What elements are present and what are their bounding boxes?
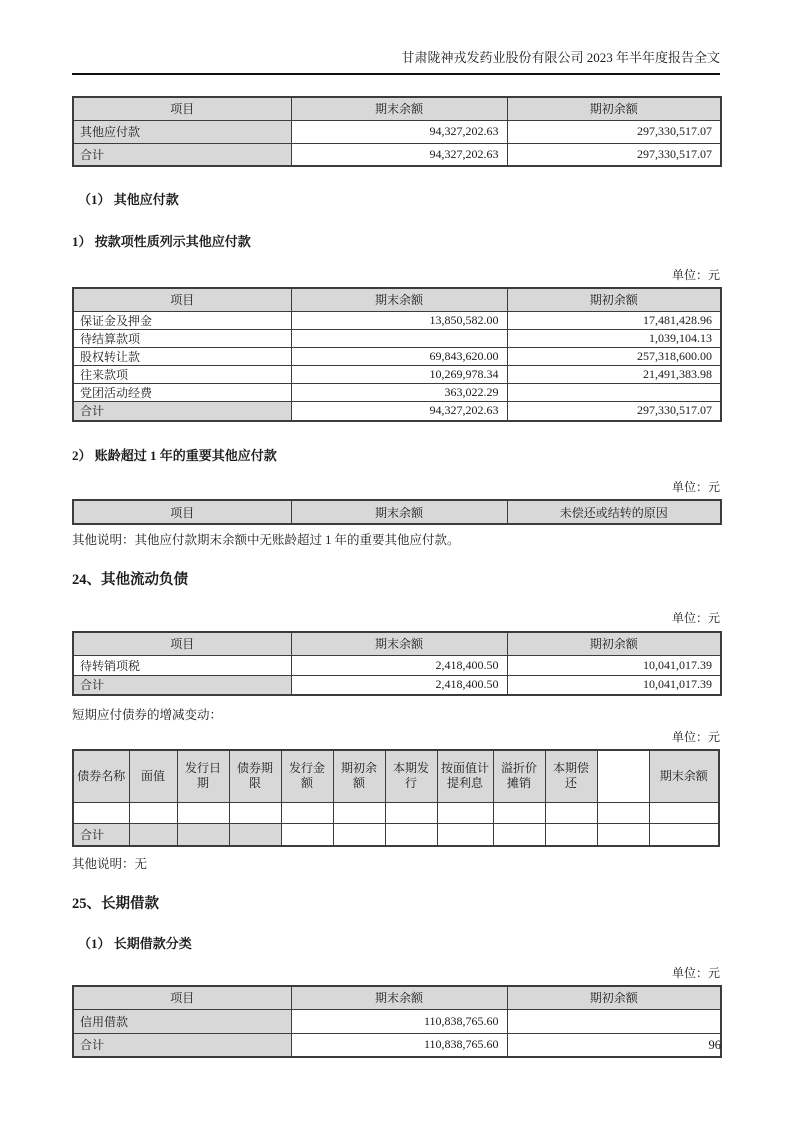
empty-cell [545,802,597,823]
beginning-balance-cell [507,1009,721,1033]
beginning-balance-cell [507,1033,721,1057]
row-label: 合计 [73,401,291,421]
beginning-balance-cell: 10,041,017.39 [507,675,721,695]
empty-cell [177,802,229,823]
empty-cell [385,802,437,823]
total-cell [129,823,177,846]
column-header-beginning-balance: 期初余额 [333,750,385,802]
column-header-issue-date: 发行日期 [177,750,229,802]
row-label: 合计 [73,823,129,846]
empty-cell [281,802,333,823]
column-header-beginning-balance: 期初余额 [507,632,721,655]
table-header-row [73,288,721,311]
row-label: 往来款项 [73,365,291,383]
column-header-reason: 未偿还或结转的原因 [507,500,721,524]
table-row-total [73,401,721,421]
beginning-balance-cell [507,383,721,401]
empty-cell [597,802,649,823]
report-header-title: 甘肃陇神戎发药业股份有限公司 2023 年半年度报告全文 [72,0,720,75]
aging-note-text: 其他说明：其他应付款期末余额中无账龄超过 1 年的重要其他应付款。 [72,533,460,547]
ending-balance-cell: 363,022.29 [291,383,507,401]
table-row [73,329,721,347]
heading-by-nature: 1） 按款项性质列示其他应付款 [72,234,251,249]
empty-cell [73,802,129,823]
table-row [73,655,721,675]
beginning-balance-cell: 1,039,104.13 [507,329,721,347]
column-header-bond-term: 债券期限 [229,750,281,802]
table-row-empty [73,802,719,823]
column-header-beginning-balance: 期初余额 [507,97,721,120]
unit-label: 单位：元 [671,611,720,625]
table-header-row [73,986,721,1009]
row-label: 股权转让款 [73,347,291,365]
unit-label: 单位：元 [671,480,720,494]
column-header-ending-balance: 期末余额 [291,986,507,1009]
total-cell [385,823,437,846]
ending-balance-cell: 69,843,620.00 [291,347,507,365]
beginning-balance-cell: 297,330,517.07 [507,401,721,421]
other-current-liabilities-table [72,631,722,696]
heading-other-current-liabilities: 24、其他流动负债 [72,572,188,588]
row-label: 待结算款项 [73,329,291,347]
table-row [73,1009,721,1033]
total-cell [493,823,545,846]
ending-balance-cell: 2,418,400.50 [291,675,507,695]
column-header-current-repayment: 本期偿还 [545,750,597,802]
column-header-item: 项目 [73,632,291,655]
table-header-row [73,500,721,524]
ending-balance-cell: 110,838,765.60 [291,1033,507,1057]
total-cell [597,823,649,846]
table-row-total [73,1033,721,1057]
page-content [72,0,720,1058]
bond-change-label: 短期应付债券的增减变动： [72,708,223,722]
total-cell [177,823,229,846]
column-header-ending-balance: 期末余额 [291,632,507,655]
row-label: 保证金及押金 [73,311,291,329]
table-header-row [73,632,721,655]
aging-table [72,499,722,525]
total-cell [437,823,493,846]
ending-balance-cell: 13,850,582.00 [291,311,507,329]
row-label: 待转销项税 [73,655,291,675]
total-cell [545,823,597,846]
column-header-beginning-balance: 期初余额 [507,986,721,1009]
table-row-total [73,143,721,166]
table-row-total [73,675,721,695]
column-header-ending-balance: 期末余额 [291,500,507,524]
column-header-face-value: 面值 [129,750,177,802]
bond-change-table [72,749,720,847]
column-header-blank [597,750,649,802]
ending-balance-cell [291,329,507,347]
column-header-item: 项目 [73,97,291,120]
table-row [73,120,721,143]
beginning-balance-cell: 10,041,017.39 [507,655,721,675]
beginning-balance-cell: 297,330,517.07 [507,143,721,166]
ending-balance-cell: 110,838,765.60 [291,1009,507,1033]
column-header-issue-amount: 发行金额 [281,750,333,802]
total-cell [281,823,333,846]
row-label: 合计 [73,675,291,695]
beginning-balance-cell: 17,481,428.96 [507,311,721,329]
total-cell [333,823,385,846]
page-number: 96 [708,1038,721,1052]
heading-loan-classification: （1） 长期借款分类 [78,936,192,951]
beginning-balance-cell: 257,318,600.00 [507,347,721,365]
ending-balance-cell: 2,418,400.50 [291,655,507,675]
row-label: 其他应付款 [73,120,291,143]
beginning-balance-cell: 21,491,383.98 [507,365,721,383]
ending-balance-cell: 94,327,202.63 [291,120,507,143]
column-header-current-issue: 本期发行 [385,750,437,802]
table-header-row [73,97,721,120]
table-row [73,383,721,401]
heading-other-payables: （1） 其他应付款 [78,192,179,207]
ending-balance-cell: 10,269,978.34 [291,365,507,383]
by-nature-table [72,287,722,422]
empty-cell [437,802,493,823]
column-header-ending-balance: 期末余额 [291,288,507,311]
beginning-balance-cell: 297,330,517.07 [507,120,721,143]
table-row-total [73,823,719,846]
bond-note-text: 其他说明：无 [72,857,148,871]
column-header-item: 项目 [73,288,291,311]
unit-label: 单位：元 [671,268,720,282]
heading-long-term-loans: 25、长期借款 [72,896,159,912]
heading-aging-over-1y: 2） 账龄超过 1 年的重要其他应付款 [72,448,277,463]
total-cell [649,823,719,846]
table-row [73,347,721,365]
table-row [73,365,721,383]
long-term-loan-table [72,985,722,1058]
column-header-ending-balance: 期末余额 [649,750,719,802]
row-label: 合计 [73,1033,291,1057]
row-label: 信用借款 [73,1009,291,1033]
row-label: 合计 [73,143,291,166]
column-header-ending-balance: 期末余额 [291,97,507,120]
unit-label: 单位：元 [671,966,720,980]
ending-balance-cell: 94,327,202.63 [291,401,507,421]
column-header-interest-accrued: 按面值计提利息 [437,750,493,802]
row-label: 党团活动经费 [73,383,291,401]
column-header-item: 项目 [73,500,291,524]
empty-cell [129,802,177,823]
table-row [73,311,721,329]
ending-balance-cell: 94,327,202.63 [291,143,507,166]
other-payables-summary-table [72,96,722,167]
empty-cell [333,802,385,823]
column-header-item: 项目 [73,986,291,1009]
empty-cell [649,802,719,823]
unit-label: 单位：元 [671,730,720,744]
table-header-row [73,750,719,802]
column-header-beginning-balance: 期初余额 [507,288,721,311]
column-header-bond-name: 债券名称 [73,750,129,802]
column-header-premium-amortization: 溢折价摊销 [493,750,545,802]
empty-cell [493,802,545,823]
total-cell [229,823,281,846]
empty-cell [229,802,281,823]
